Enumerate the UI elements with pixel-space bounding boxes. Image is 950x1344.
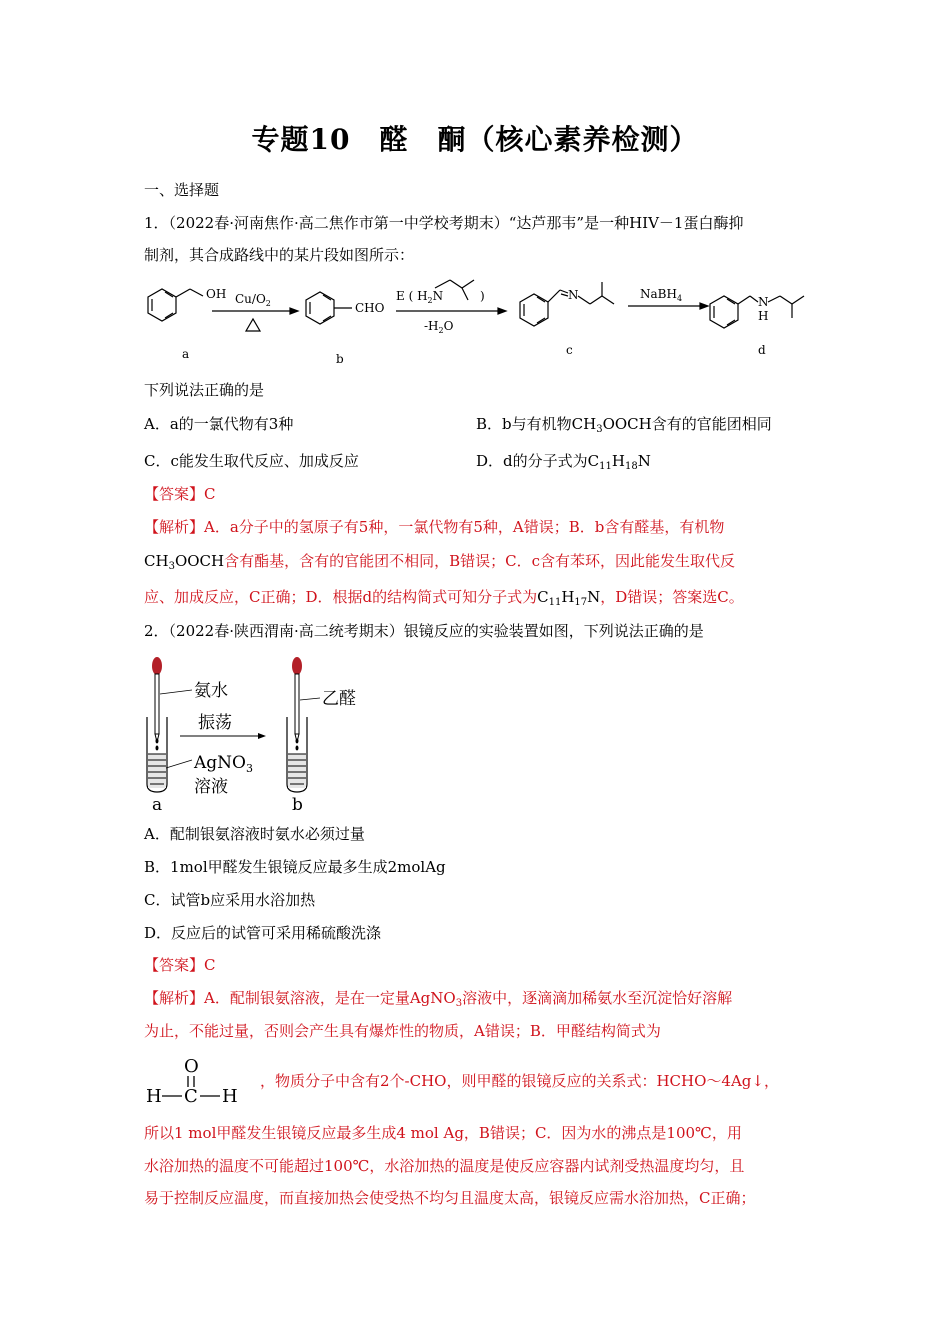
q1-synthesis-scheme: [140, 278, 820, 370]
label-ammonia: 氨水: [194, 681, 228, 701]
label-acetaldehyde: 乙醛: [322, 689, 356, 709]
label-oh: OH: [206, 287, 227, 301]
q1-explanation-line1: 【解析】A．a分子中的氢原子有5种，一氯代物有5种，A错误；B．b含有醛基，有机物: [144, 518, 725, 536]
atom-o: O: [184, 1056, 199, 1077]
q2-answer: 【答案】C: [144, 956, 216, 974]
atom-h-left: H: [146, 1086, 162, 1107]
label-shake: 振荡: [198, 713, 232, 733]
compound-label-d: d: [758, 343, 766, 357]
q2-explanation-line5: 水浴加热的温度不可能超过100℃，水浴加热的温度是使反应容器内试剂受热温度均匀，且: [144, 1157, 745, 1175]
label-cho: CHO: [355, 301, 385, 315]
q2-stem: 2．（2022春·陕西渭南·高二统考期末）银镜反应的实验装置如图，下列说法正确的是: [144, 622, 704, 640]
reagent-minus-water: $-H_2O$: [424, 319, 454, 335]
compound-label-b: b: [336, 352, 344, 366]
atom-h-right: H: [222, 1086, 238, 1107]
q1-option-c: C．c能发生取代反应、加成反应: [144, 452, 359, 470]
q2-option-d: D．反应后的试管可采用稀硫酸洗涤: [144, 924, 382, 942]
reagent-e-amine: E ( $H_2N$: [396, 289, 444, 305]
q1-stem-line1: 1．（2022春·河南焦作·高二焦作市第一中学校考期末）“达芦那韦”是一种HIV－1蛋白酶抑: [144, 214, 744, 232]
q2-option-a: A．配制银氨溶液时氨水必须过量: [144, 825, 365, 843]
dropper-bulb-b: [292, 657, 302, 675]
page-title: 专题10 醛 酮（核心素养检测）: [251, 123, 699, 156]
q1-option-d: D．d的分子式为$C_{11}H_{18}N$: [476, 452, 651, 472]
section-heading: 一、选择题: [144, 181, 220, 199]
label-h-amine: H: [758, 309, 769, 323]
compound-label-a: a: [182, 347, 190, 361]
tube-label-a: a: [152, 795, 163, 814]
q1-explanation-line3: 应、加成反应，C正确；D．根据d的结构简式可知分子式为$C_{11}H_{17}N$，D错误；答案选C。: [144, 588, 744, 608]
q1-explanation-line2: $CH_3OOCH$含有酯基，含有的官能团不相同，B错误；C．c含有苯环，因此能发生取代反: [144, 552, 735, 572]
label-solution: 溶液: [194, 777, 228, 797]
q2-apparatus-figure: [140, 652, 380, 814]
q2-explanation-line6: 易于控制反应温度，而直接加热会使受热不均匀且温度太高，银镜反应需水浴加热，C正确；: [144, 1189, 756, 1207]
q2-option-c: C．试管b应采用水浴加热: [144, 891, 316, 909]
q1-option-a: A．a的一氯代物有3种: [144, 415, 294, 433]
reagent-nabh4: NaBH$_4$: [640, 287, 683, 303]
q1-option-b: B．b与有机物$CH_3OOCH$含有的官能团相同: [476, 415, 772, 435]
q2-option-b: B．1mol甲醛发生银镜反应最多生成2molAg: [144, 858, 446, 876]
compound-label-c: c: [566, 343, 573, 357]
reagent-cu-o2: $Cu/O_2$: [235, 292, 271, 308]
q2-explanation-line1: 【解析】A．配制银氨溶液，是在一定量AgNO$_3$溶液中，逐滴滴加稀氨水至沉淀恰好溶解: [144, 989, 733, 1009]
label-n-amine: N: [758, 295, 769, 309]
q2-explanation-line4: 所以1 mol甲醛发生银镜反应最多生成4 mol Ag，B错误；C．因为水的沸点是100℃，用: [144, 1124, 742, 1142]
reagent-paren-close: ): [480, 289, 485, 303]
q1-answer: 【答案】C: [144, 485, 216, 503]
q1-stem-line2: 制剂，其合成路线中的某片段如图所示：: [144, 246, 415, 264]
q2-explanation-line3: ，物质分子中含有2个-CHO，则甲醛的银镜反应的关系式：HCHO～4Ag↓，: [260, 1072, 779, 1090]
q1-prompt: 下列说法正确的是: [144, 381, 265, 399]
tube-label-b: b: [292, 795, 303, 814]
dropper-bulb-a: [152, 657, 162, 675]
label-n-imine: N: [568, 288, 579, 302]
q2-explanation-line2: 为止，不能过量，否则会产生具有爆炸性的物质，A错误；B．甲醛结构简式为: [144, 1022, 661, 1040]
formaldehyde-structure: [144, 1052, 244, 1108]
heat-triangle: [246, 319, 260, 331]
label-agno3: AgNO$_3$: [194, 753, 253, 775]
atom-c: C: [184, 1086, 198, 1107]
